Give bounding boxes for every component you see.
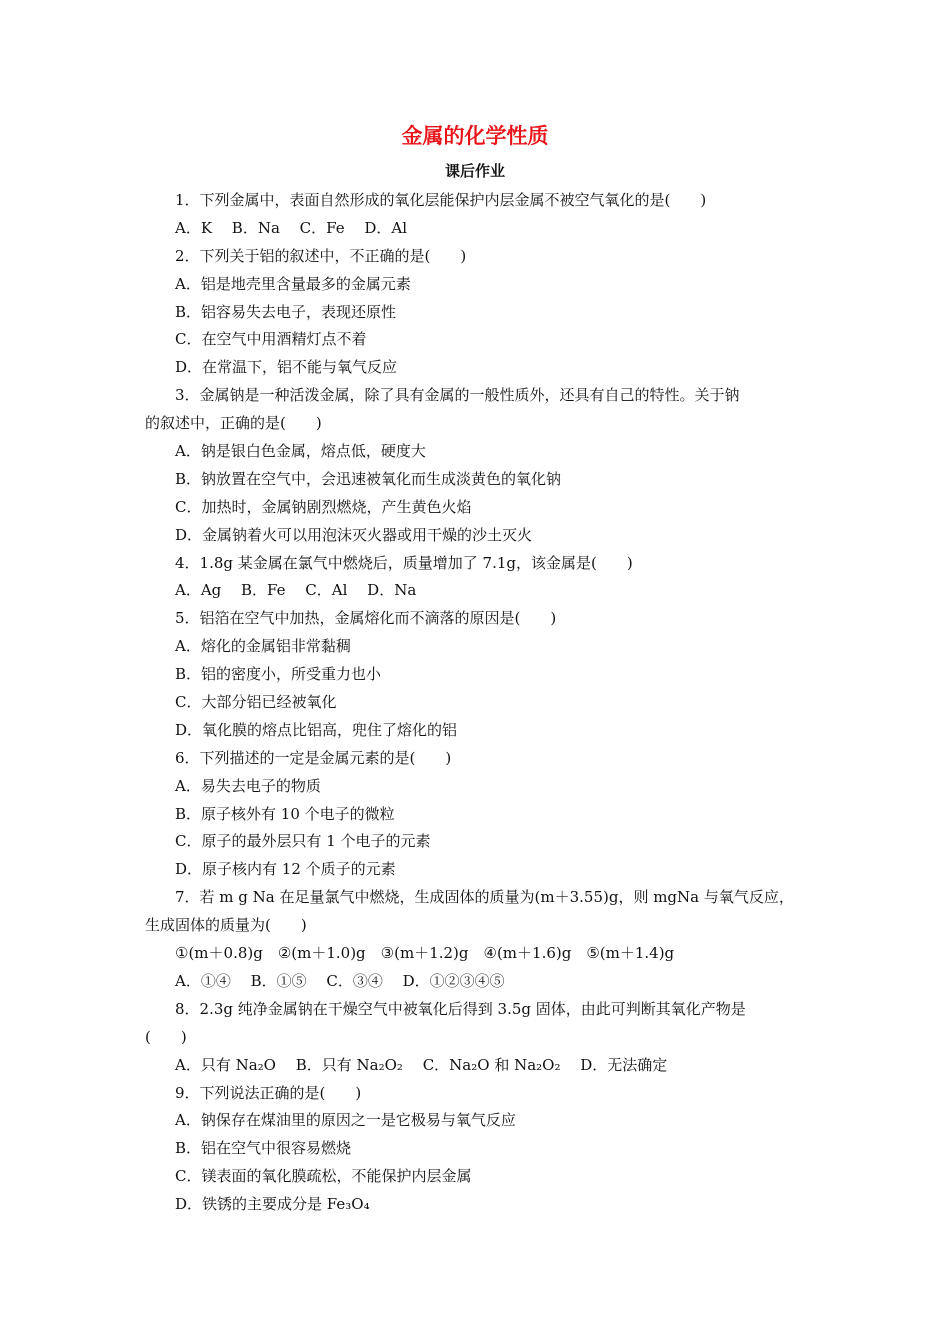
question-5: 5．铝箔在空气中加热，金属熔化而不滴落的原因是( ) (175, 609, 557, 628)
question-6-option-a: A．易失去电子的物质 (175, 776, 321, 795)
question-8-cont: ( ) (145, 1027, 187, 1046)
question-4-options: A．Ag B．Fe C．Al D．Na (175, 581, 417, 600)
question-9-option-c: C．镁表面的氧化膜疏松，不能保护内层金属 (175, 1167, 472, 1186)
question-5-option-a: A．熔化的金属铝非常黏稠 (175, 637, 351, 656)
question-6-option-d: D．原子核内有 12 个质子的元素 (175, 860, 396, 879)
question-3-cont: 的叙述中，正确的是( ) (145, 414, 322, 433)
question-2-option-a: A．铝是地壳里含量最多的金属元素 (175, 274, 411, 293)
question-7-options: A．①④ B．①⑤ C．③④ D．①②③④⑤ (175, 971, 505, 990)
question-list (145, 187, 815, 1219)
question-2: 2．下列关于铝的叙述中，不正确的是( ) (175, 246, 467, 265)
question-5-option-b: B．铝的密度小，所受重力也小 (175, 665, 382, 684)
question-3-option-a: A．钠是银白色金属，熔点低，硬度大 (175, 442, 426, 461)
question-6: 6．下列描述的一定是金属元素的是( ) (175, 748, 452, 767)
question-9-option-b: B．铝在空气中很容易燃烧 (175, 1139, 352, 1158)
question-3-option-b: B．钠放置在空气中，会迅速被氧化而生成淡黄色的氧化钠 (175, 469, 562, 488)
question-7-items: ①(m＋0.8)g ②(m＋1.0)g ③(m＋1.2)g ④(m＋1.6)g ⑤(m＋1.4)g (175, 944, 675, 963)
question-6-option-b: B．原子核外有 10 个电子的微粒 (175, 804, 395, 823)
question-2-option-b: B．铝容易失去电子，表现还原性 (175, 302, 397, 321)
question-2-option-c: C．在空气中用酒精灯点不着 (175, 330, 367, 349)
question-3: 3．金属钠是一种活泼金属，除了具有金属的一般性质外，还具有自己的特性。关于钠 (175, 386, 740, 405)
question-7: 7．若 m g Na 在足量氯气中燃烧，生成固体的质量为(m＋3.55)g，则 mgNa 与氧气反应， (175, 888, 794, 907)
question-9: 9．下列说法正确的是( ) (175, 1083, 362, 1102)
question-5-option-d: D．氧化膜的熔点比铝高，兜住了熔化的铝 (175, 720, 458, 739)
document-subtitle: 课后作业 (444, 162, 505, 180)
question-9-option-a: A．钠保存在煤油里的原因之一是它极易与氧气反应 (175, 1111, 516, 1130)
question-3-option-c: C．加热时，金属钠剧烈燃烧，产生黄色火焰 (175, 497, 472, 516)
question-1: 1．下列金属中，表面自然形成的氧化层能保护内层金属不被空气氧化的是( ) (175, 191, 707, 209)
document-title: 金属的化学性质 (401, 123, 549, 148)
question-5-option-c: C．大部分铝已经被氧化 (175, 693, 337, 712)
question-4: 4．1.8g 某金属在氯气中燃烧后，质量增加了 7.1g，该金属是( ) (175, 553, 633, 572)
question-1-options: A．K B．Na C．Fe D．Al (175, 218, 408, 237)
question-6-option-c: C．原子的最外层只有 1 个电子的元素 (175, 832, 431, 851)
question-8-options: A．只有 Na₂O B．只有 Na₂O₂ C．Na₂O 和 Na₂O₂ D．无法确定 (175, 1055, 668, 1074)
question-3-option-d: D．金属钠着火可以用泡沫灭火器或用干燥的沙土灭火 (175, 525, 533, 544)
question-2-option-d: D．在常温下，铝不能与氧气反应 (175, 358, 398, 377)
question-7-cont: 生成固体的质量为( ) (145, 916, 307, 935)
question-8: 8．2.3g 纯净金属钠在干燥空气中被氧化后得到 3.5g 固体，由此可判断其氧化产物是 (175, 999, 746, 1018)
question-9-option-d: D．铁锈的主要成分是 Fe₃O₄ (175, 1195, 370, 1214)
